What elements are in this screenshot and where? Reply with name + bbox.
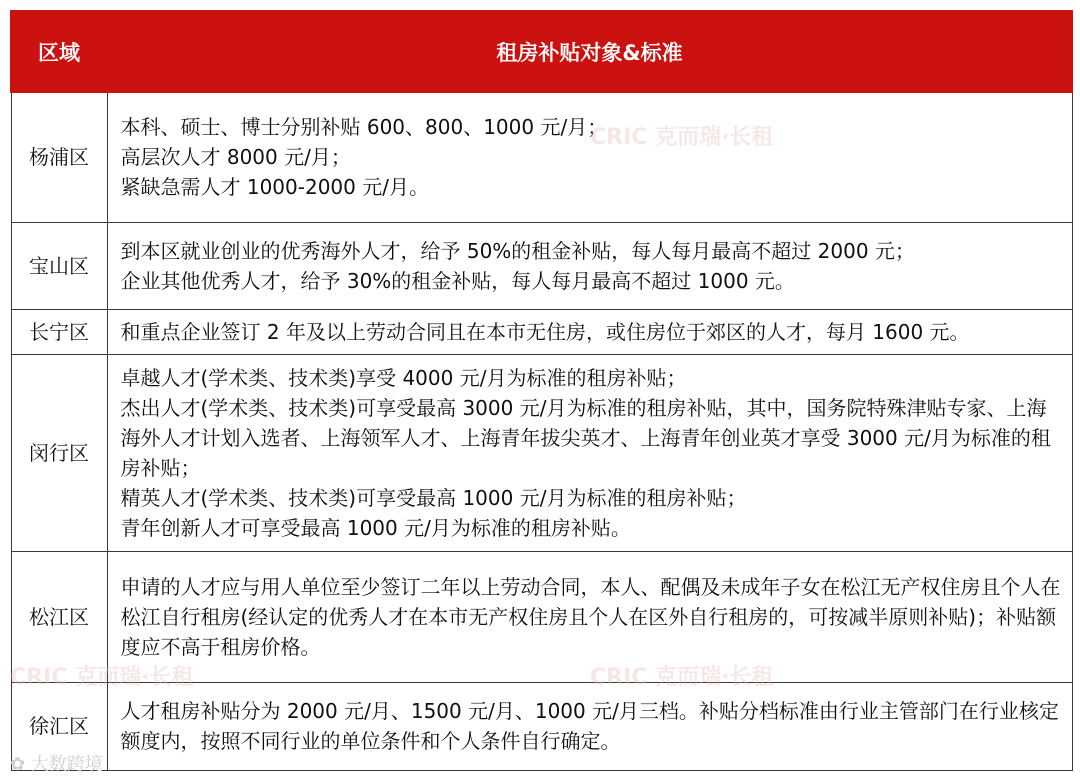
region-cell: 杨浦区	[11, 92, 107, 222]
table-row	[11, 682, 1072, 770]
standard-line: 高层次人才 8000 元/月；	[120, 145, 351, 170]
standard-line: 本科、硕士、博士分别补贴 600、800、1000 元/月；	[120, 115, 608, 140]
watermark: CRIC 克而瑞·长租	[10, 665, 194, 690]
standard-cell	[107, 682, 1072, 770]
watermark: CRIC 克而瑞·长租	[590, 665, 774, 690]
region-cell: 松江区	[11, 551, 107, 682]
region-cell: 宝山区	[11, 222, 107, 309]
standard-line: 青年创新人才可享受最高 1000 元/月为标准的租房补贴。	[120, 515, 631, 540]
standard-line: 人才租房补贴分为 2000 元/月、1500 元/月、1000 元/月三档。补贴分档标准由行业主管部门在行业核定额度内，按照不同行业的单位条件和个人条件自行确定。	[120, 699, 1059, 753]
table-row	[11, 309, 1072, 354]
header-region: 区域	[11, 11, 107, 92]
subsidy-table	[10, 10, 1073, 771]
standard-cell	[107, 354, 1072, 551]
standard-line: 申请的人才应与用人单位至少签订二年以上劳动合同，本人、配偶及未成年子女在松江无产权住房且个人在松江自行租房(经认定的优秀人才在本市无产权住房且个人在区外自行租房的，可按减半原则补贴)；补贴额度应不高于租房价格。	[120, 574, 1061, 659]
region-cell: 闵行区	[11, 354, 107, 551]
standard-line: 到本区就业创业的优秀海外人才，给予 50%的租金补贴，每人每月最高不超过 2000 元；	[120, 238, 915, 263]
header-standard: 租房补贴对象&标准	[107, 11, 1072, 92]
brand-label: 大数跨境	[30, 754, 103, 775]
standard-cell	[107, 222, 1072, 309]
watermark: CRIC 克而瑞·长租	[590, 125, 774, 150]
brand-logo	[10, 750, 103, 776]
standard-line: 杰出人才(学术类、技术类)可享受最高 3000 元/月为标准的租房补贴，其中，国务院特殊津贴专家、上海海外人才计划入选者、上海领军人才、上海青年拔尖英才、上海青年创业英才享受 3000 元/月为标准的租房补贴；	[120, 395, 1051, 480]
standard-line: 卓越人才(学术类、技术类)享受 4000 元/月为标准的租房补贴；	[120, 365, 687, 390]
region-cell: 长宁区	[11, 309, 107, 354]
table-row	[11, 354, 1072, 551]
table-row	[11, 92, 1072, 222]
region-cell: 徐汇区	[11, 682, 107, 770]
weibo-icon: ✿	[10, 754, 26, 775]
standard-line: 和重点企业签订 2 年及以上劳动合同且在本市无住房，或住房位于郊区的人才，每月 1600 元。	[120, 319, 970, 344]
table-header-row	[11, 11, 1072, 92]
standard-line: 紧缺急需人才 1000-2000 元/月。	[120, 175, 429, 200]
standard-line: 精英人才(学术类、技术类)可享受最高 1000 元/月为标准的租房补贴；	[120, 485, 747, 510]
standard-line: 企业其他优秀人才，给予 30%的租金补贴，每人每月最高不超过 1000 元。	[120, 268, 795, 293]
standard-cell	[107, 92, 1072, 222]
standard-cell	[107, 309, 1072, 354]
table-row	[11, 222, 1072, 309]
